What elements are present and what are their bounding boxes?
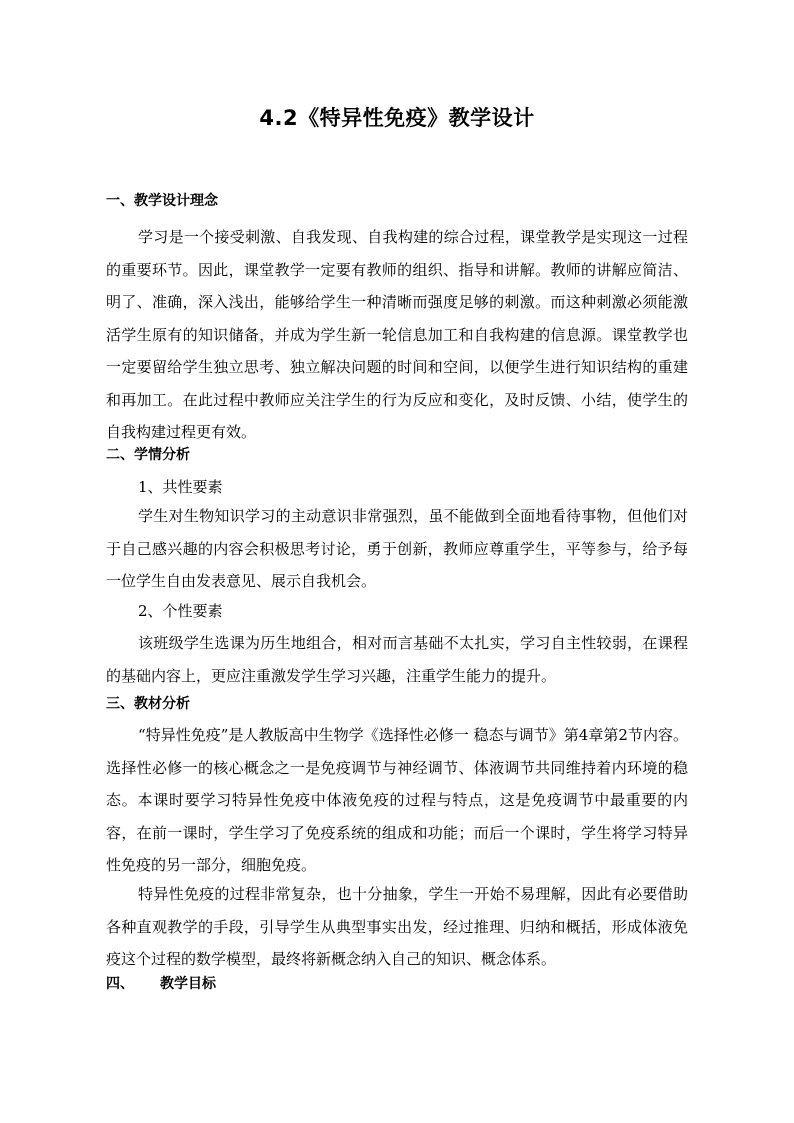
- paragraph-textbook-analysis-2: 特异性免疫的过程非常复杂，也十分抽象，学生一开始不易理解，因此有必要借助各种直观教学的手段，引导学生从典型事实出发，经过推理、归纳和概括，形成体液免疫这个过程的数学模型，最终将新概念纳入自己的知识、概念体系。: [106, 885, 688, 968]
- section-heading-teaching-goals: [106, 974, 216, 994]
- paragraph-design-concept: 学习是一个接受刺激、自我发现、自我构建的综合过程，课堂教学是实现这一过程的重要环节。因此，课堂教学一定要有教师的组织、指导和讲解。教师的讲解应简洁、明了、准确，深入浅出，能够给学生一种清晰而强度足够的刺激。而这种刺激必须能激活学生原有的知识储备，并成为学生新一轮信息加工和自我构建的信息源。课堂教学也一定要留给学生独立思考、独立解决问题的时间和空间，以便学生进行知识结构的重建和再加工。在此过程中教师应关注学生的行为反应和变化，及时反馈、小结，使学生的自我构建过程更有效。: [106, 228, 688, 441]
- section-heading-text: 教学目标: [160, 976, 216, 992]
- section-number: 四、: [106, 976, 134, 992]
- paragraph-individual-factors: 该班级学生选课为历生地组合，相对而言基础不太扎实，学习自主性较弱，在课程的基础内容上，更应注重激发学生学习兴趣，注重学生能力的提升。: [106, 634, 688, 685]
- section-heading-textbook-analysis: 三、教材分析: [106, 696, 190, 712]
- subheading-individual-factors: 2、个性要素: [138, 602, 223, 620]
- section-heading-design-concept: 一、教学设计理念: [106, 193, 218, 209]
- section-heading-student-analysis: 二、学情分析: [106, 447, 190, 463]
- paragraph-textbook-analysis-1: “特异性免疫”是人教版高中生物学《选择性必修一 稳态与调节》第4章第2节内容。选择性必修一的核心概念之一是免疫调节与神经调节、体液调节共同维持着内环境的稳态。本课时要学习特异性免疫中体液免疫的过程与特点，这是免疫调节中最重要的内容，在前一课时，学生学习了免疫系统的组成和功能；而后一个课时，学生将学习特异性免疫的另一部分，细胞免疫。: [106, 726, 688, 874]
- document-title: 4.2《特异性免疫》教学设计: [259, 106, 535, 130]
- subheading-common-factors: 1、共性要素: [138, 478, 223, 496]
- paragraph-common-factors: 学生对生物知识学习的主动意识非常强烈，虽不能做到全面地看待事物，但他们对于自己感兴趣的内容会积极思考讨论，勇于创新，教师应尊重学生，平等参与，给予每一位学生自由发表意见、展示自我机会。: [106, 507, 688, 590]
